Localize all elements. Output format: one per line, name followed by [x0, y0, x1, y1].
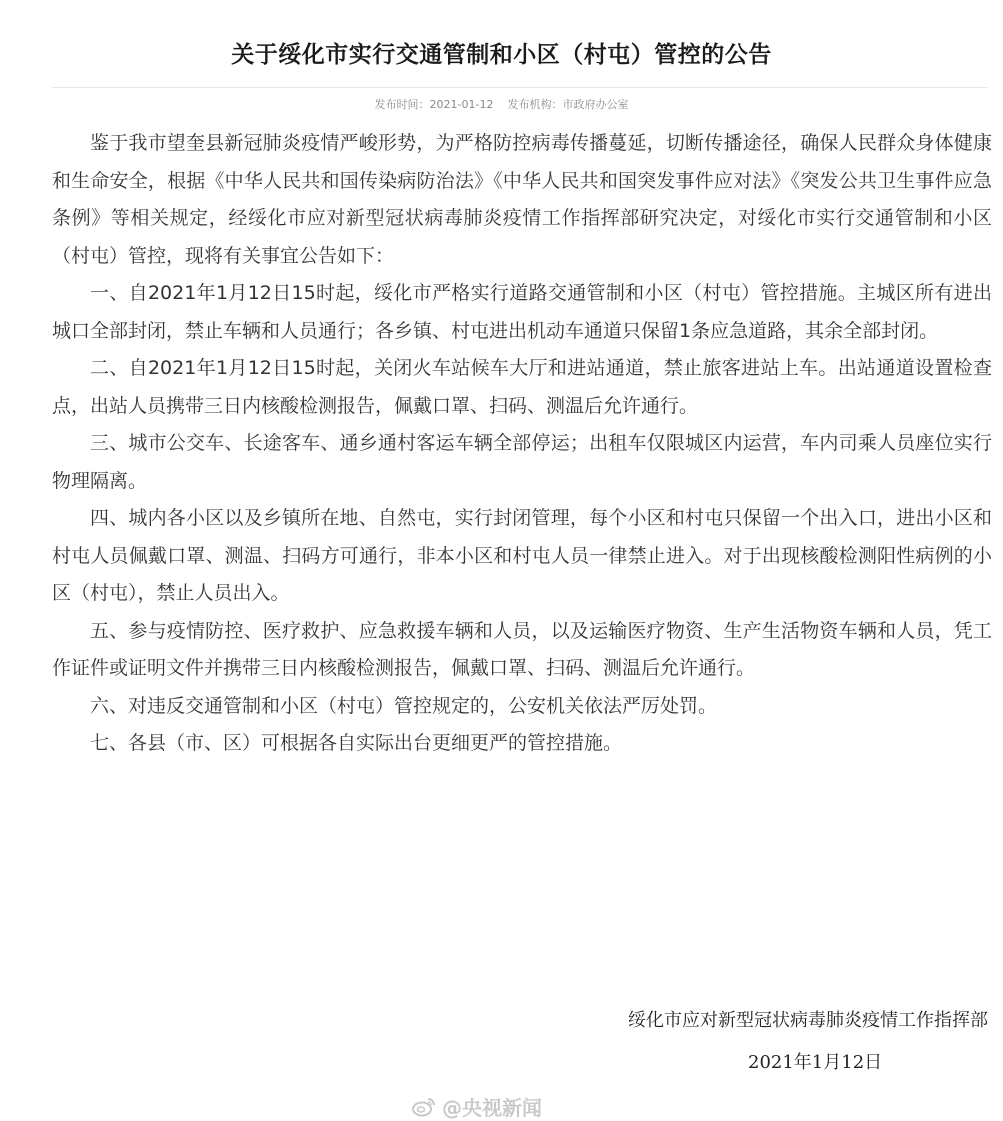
paragraph-item-7: 七、各县（市、区）可根据各自实际出台更细更严的管控措施。 — [90, 732, 623, 754]
publish-time: 发布时间：2021-01-12 — [374, 98, 494, 111]
publish-meta — [0, 96, 1003, 112]
paragraph-item-2: 二、自2021年1月12日15时起，关闭火车站候车大厅和进站通道，禁止旅客进站上车。出站通道设置检查点，出站人员携带三日内核酸检测报告，佩戴口罩、扫码、测温后允许通行。 — [52, 357, 992, 417]
paragraph-item-3: 三、城市公交车、长途客车、通乡通村客运车辆全部停运；出租车仅限城区内运营，车内司乘人员座位实行物理隔离。 — [52, 432, 992, 492]
page-title: 关于绥化市实行交通管制和小区（村屯）管控的公告 — [231, 42, 772, 68]
paragraph-item-1: 一、自2021年1月12日15时起，绥化市严格实行道路交通管制和小区（村屯）管控措施。主城区所有进出城口全部封闭，禁止车辆和人员通行；各乡镇、村屯进出机动车通道只保留1条应急道路，其余全部封闭。 — [52, 282, 992, 342]
publisher: 发布机构：市政府办公室 — [507, 98, 629, 111]
signature-date: 2021年1月12日 — [748, 1052, 883, 1073]
signature-organization: 绥化市应对新型冠状病毒肺炎疫情工作指挥部 — [628, 1010, 988, 1031]
watermark — [412, 1092, 542, 1121]
paragraph-intro: 鉴于我市望奎县新冠肺炎疫情严峻形势，为严格防控病毒传播蔓延，切断传播途径，确保人民群众身体健康和生命安全，根据《中华人民共和国传染病防治法》《中华人民共和国突发事件应对法》《突发公共卫生事件应急条例》等相关规定，经绥化市应对新型冠状病毒肺炎疫情工作指挥部研究决定，对绥化市实行交通管制和小区（村屯）管控，现将有关事宜公告如下： — [52, 132, 992, 267]
title-divider — [52, 87, 987, 88]
watermark-text: @央视新闻 — [442, 1096, 542, 1120]
paragraph-item-4: 四、城内各小区以及乡镇所在地、自然屯，实行封闭管理，每个小区和村屯只保留一个出入口，进出小区和村屯人员佩戴口罩、测温、扫码方可通行，非本小区和村屯人员一律禁止进入。对于出现核酸检测阳性病例的小区（村屯），禁止人员出入。 — [52, 507, 992, 604]
paragraph-item-5: 五、参与疫情防控、医疗救护、应急救援车辆和人员，以及运输医疗物资、生产生活物资车辆和人员，凭工作证件或证明文件并携带三日内核酸检测报告，佩戴口罩、扫码、测温后允许通行。 — [52, 619, 992, 679]
paragraph-item-6: 六、对违反交通管制和小区（村屯）管控规定的，公安机关依法严厉处罚。 — [90, 694, 718, 717]
announcement-body — [52, 125, 992, 763]
weibo-icon — [412, 1097, 436, 1117]
